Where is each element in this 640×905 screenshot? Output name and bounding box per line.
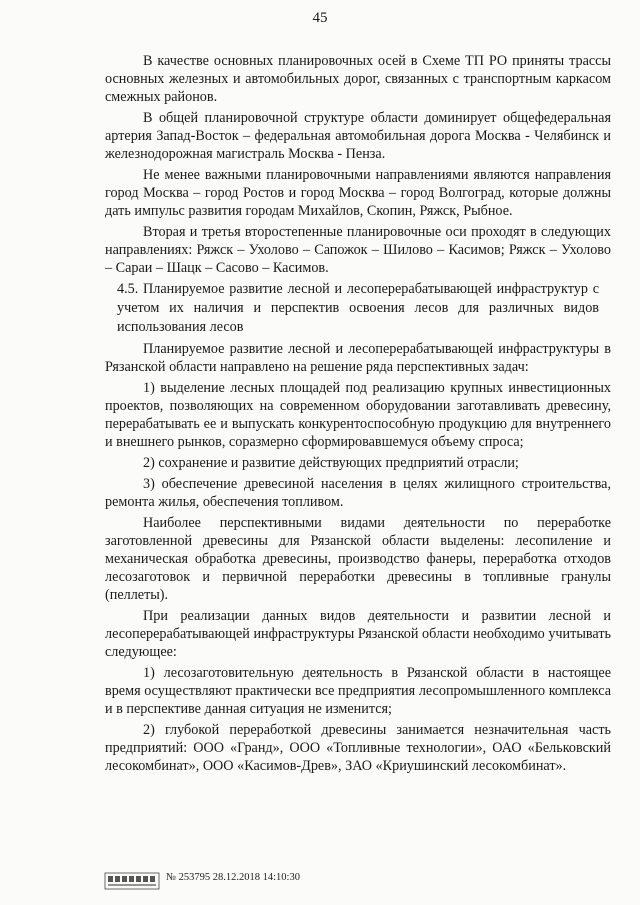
registration-number: № 253795 28.12.2018 14:10:30 (166, 872, 300, 883)
paragraph: При реализации данных видов деятельности и развитии лесной и лесоперерабатывающей инфраструктуры Рязанской области необходимо учитывать следующее: (105, 608, 611, 660)
paragraph: Наиболее перспективными видами деятельности по переработке заготовленной древесины для Рязанской области выделены: лесопиление и механическая обработка древесины, производство фанеры, переработка отходов лесозаготовок и первичной переработки древесины в топливные гранулы (пеллеты). (105, 515, 611, 603)
paragraph: Вторая и третья второстепенные планировочные оси проходят в следующих направлениях: Ряжск – Ухолово – Сапожок – Шилово – Касимов; Ряжск – Ухолово – Сараи – Шацк – Сасово – Касимов. (105, 224, 611, 276)
registry-stamp-icon (104, 872, 160, 890)
paragraph: Планируемое развитие лесной и лесоперерабатывающей инфраструктуры в Рязанской области направлено на решение ряда перспективных задач: (105, 341, 611, 375)
list-item: 1) лесозаготовительную деятельность в Рязанской области в настоящее время осуществляют практически все предприятия лесопромышленного комплекса и в перспективе данная ситуация не изменится; (105, 665, 611, 717)
paragraph: Не менее важными планировочными направлениями являются направления город Москва – город Ростов и город Москва – город Волгоград, которые должны дать импульс развития городам Михайлов, Скопин, Ряжск, Рыбное. (105, 167, 611, 219)
page-number: 45 (312, 10, 328, 26)
paragraph: В общей планировочной структуре области доминирует общефедеральная артерия Запад-Восток – федеральная автомобильная дорога Москва - Челябинск и железнодорожная магистраль Москва - Пенза. (105, 110, 611, 162)
list-item: 1) выделение лесных площадей под реализацию крупных инвестиционных проектов, позволяющих на современном оборудовании заготавливать древесину, перерабатывать ее и выпускать конкурентоспособную продукцию для внутреннего и внешнего рынков, соразмерно сформировавшемуся объему спроса; (105, 380, 611, 450)
list-item: 3) обеспечение древесиной населения в целях жилищного строительства, ремонта жилья, обеспечения топливом. (105, 476, 611, 510)
list-item: 2) глубокой переработкой древесины занимается незначительная часть предприятий: ООО «Гранд», ООО «Топливные технологии», ОАО «Бельковский лесокомбинат», ООО «Касимов-Древ», ЗАО «Криушинский лесокомбинат». (105, 722, 611, 774)
section-heading: 4.5. Планируемое развитие лесной и лесоперерабатывающей инфраструктур с учетом их наличия и перспектив освоения лесов для различных видов использования лесов (117, 281, 599, 335)
document-body (105, 52, 611, 778)
paragraph: В качестве основных планировочных осей в Схеме ТП РО приняты трассы основных железных и автомобильных дорог, связанных с транспортным каркасом смежных районов. (105, 53, 611, 105)
list-item: 2) сохранение и развитие действующих предприятий отрасли; (143, 455, 519, 471)
